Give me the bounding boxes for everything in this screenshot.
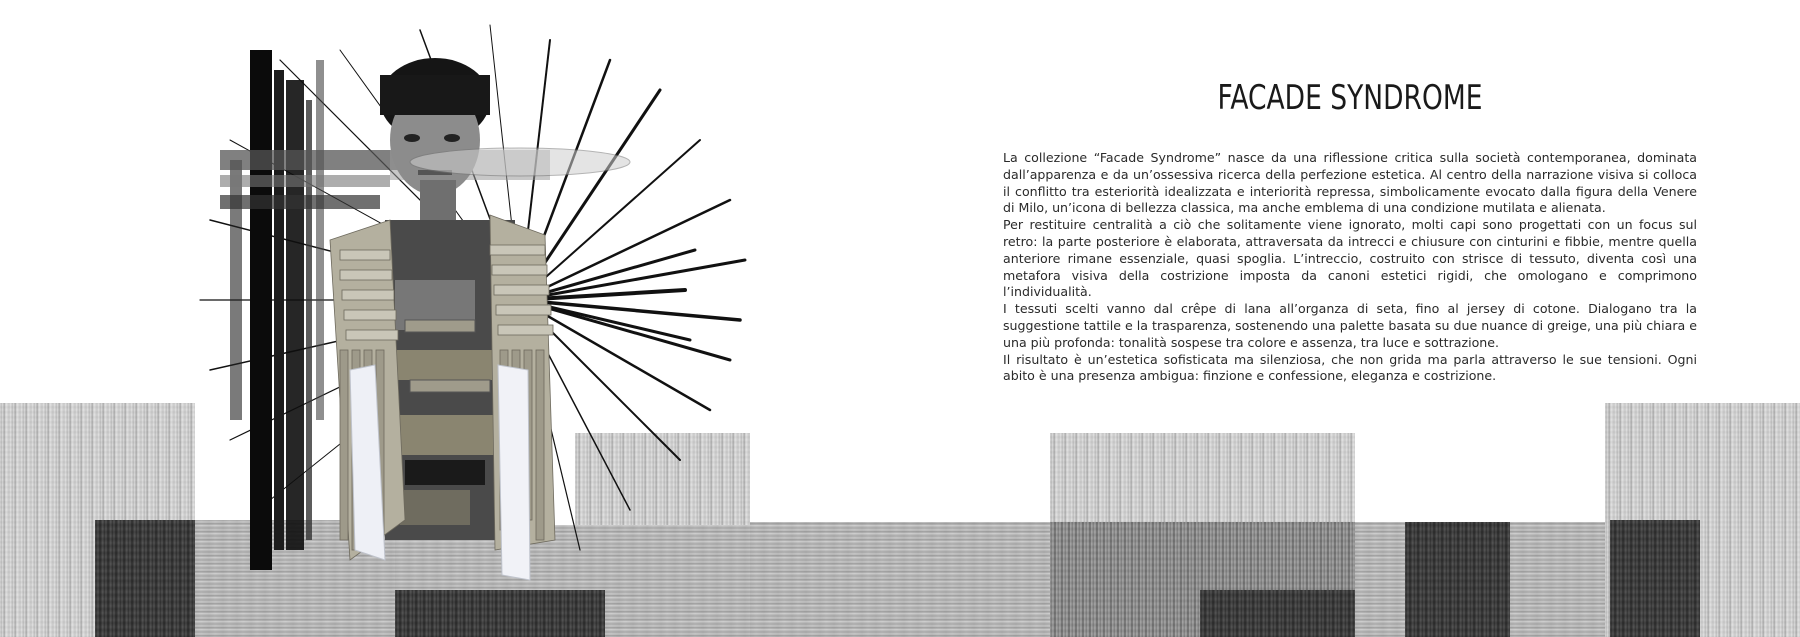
texture-block xyxy=(1405,522,1510,637)
paragraph: Il risultato è un’estetica sofisticata ma silenziosa, che non grida ma parla attraverso le sue tensioni. Ogni abito è una presenza ambigua: finzione e confessione, eleganza e costrizione. xyxy=(1003,351,1697,384)
paragraph: La collezione “Facade Syndrome” nasce da una riflessione critica sulla società contemporanea, dominata dall’apparenza e da un’ossessiva ricerca della perfezione estetica. Al centro della narrazione visiva si colloca il conflitto tra esteriorità idealizzata e interiorità repressa, simbolicamente evocato dalla figura della Venere di Milo, un’icona di bellezza classica, ma anche emblema di una condizione mutilata e alienata. xyxy=(1003,150,1697,216)
glass-disc xyxy=(410,148,630,176)
texture-block xyxy=(1610,520,1700,637)
collection-description xyxy=(1003,150,1697,385)
figure-head xyxy=(380,58,490,230)
texture-block xyxy=(1200,590,1355,637)
texture-block xyxy=(750,522,1050,637)
paragraph: I tessuti scelti vanno dal crêpe di lana all’organza di seta, fino al jersey di cotone. Dialogano tra la suggestione tattile e la trasparenza, sostenendo una palette basata su due nuance di greige, una più chiara e una più profonda: tonalità sospese tra colore e assenza, tra luce e sottrazione. xyxy=(1003,301,1697,350)
paragraph: Per restituire centralità a ciò che solitamente viene ignorato, molti capi sono progettati con un focus sul retro: la parte posteriore è elaborata, attraversata da intrecci e chiusure con cinturini e fibbie, mentre quella anteriore rimane essenziale, quasi spoglia. L’intreccio, costruito con strisce di tessuto, diventa così una metafora visiva della costrizione imposta da canoni estetici rigidi, che omologano e comprimono l’individualità. xyxy=(1003,217,1697,300)
brush-strokes xyxy=(230,50,324,570)
page-title: FACADE SYNDROME xyxy=(1217,78,1483,118)
texture-block xyxy=(95,520,195,637)
fashion-collage-illustration xyxy=(190,20,750,600)
